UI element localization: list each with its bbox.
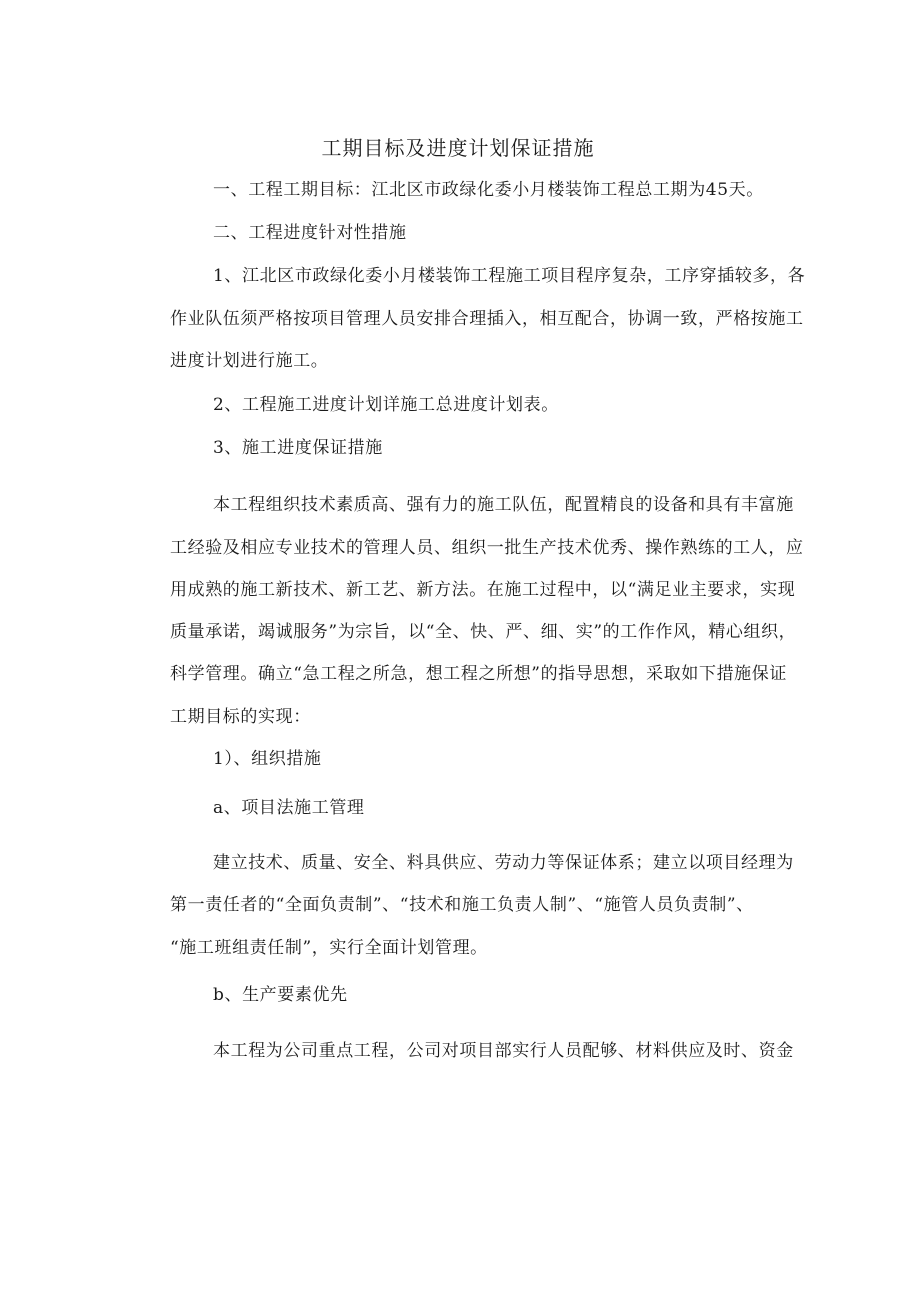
section-1-duration: 一、工程工期目标：江北区市政绿化委小月楼装饰工程总工期为45天。: [213, 180, 764, 200]
para-3-line-1: 本工程为公司重点工程，公司对项目部实行人员配够、材料供应及时、资金: [213, 1041, 794, 1061]
para-2-line-3: “施工班组责任制”，实行全面计划管理。: [170, 938, 488, 958]
para-2-line-1: 建立技术、质量、安全、料具供应、劳动力等保证体系；建立以项目经理为: [213, 853, 794, 873]
para-2-line-2: 第一责任者的“全面负责制”、“技术和施工负责人制”、“施管人员负责制”、: [170, 895, 754, 915]
para-1-line-5: 科学管理。确立“急工程之所急，想工程之所想”的指导思想，采取如下措施保证: [170, 664, 787, 684]
para-1-line-4: 质量承诺，竭诚服务”为宗旨，以“全、快、严、细、实”的工作作风，精心组织，: [170, 622, 797, 642]
sub-1b-heading: b、生产要素优先: [213, 985, 348, 1005]
sub-1-heading: 1）、组织措施: [213, 749, 322, 769]
section-2-heading: 二、工程进度针对性措施: [213, 223, 407, 243]
para-1-line-3: 用成熟的施工新技术、新工艺、新方法。在施工过程中，以“满足业主要求，实现: [170, 580, 796, 600]
item-1-line-2: 作业队伍须严格按项目管理人员安排合理插入，相互配合，协调一致，严格按施工: [170, 309, 804, 329]
para-1-line-2: 工经验及相应专业技术的管理人员、组织一批生产技术优秀、操作熟练的工人，应: [170, 538, 804, 558]
item-3-heading: 3、施工进度保证措施: [213, 438, 383, 458]
para-1-line-1: 本工程组织技术素质高、强有力的施工队伍，配置精良的设备和具有丰富施: [213, 495, 794, 515]
item-2: 2、工程施工进度计划详施工总进度计划表。: [213, 395, 559, 415]
sub-1a-heading: a、项目法施工管理: [213, 798, 365, 818]
document-title: 工期目标及进度计划保证措施: [321, 136, 595, 160]
item-1-line-3: 进度计划进行施工。: [170, 351, 329, 371]
item-1-line-1: 1、江北区市政绿化委小月楼装饰工程施工项目程序复杂，工序穿插较多，各: [213, 266, 806, 286]
para-1-line-6: 工期目标的实现：: [170, 707, 311, 727]
